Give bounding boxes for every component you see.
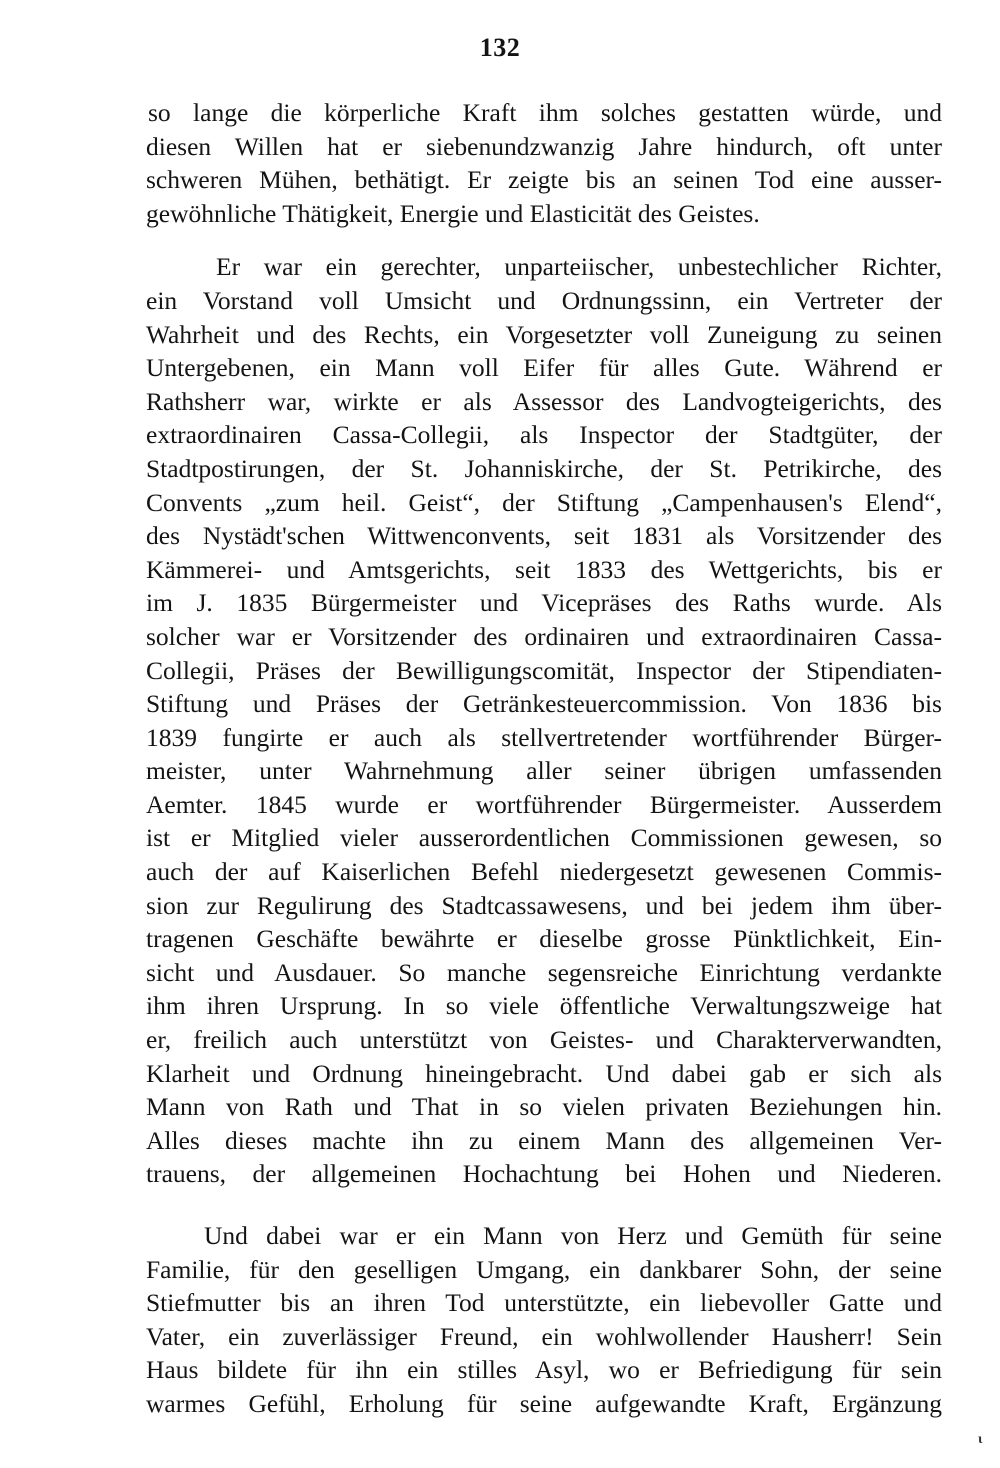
text-line: Er war ein gerechter, unparteiischer, unbestechlicher Richter, xyxy=(216,252,942,282)
text-line: schweren Mühen, bethätigt. Er zeigte bis an seinen Tod eine ausser- xyxy=(146,165,942,195)
text-line: extraordinairen Cassa-Collegii, als Inspector der Stadtgüter, der xyxy=(146,420,942,450)
text-line: ein Vorstand voll Umsicht und Ordnungssinn, ein Vertreter der xyxy=(146,285,942,315)
text-line: sion zur Regulirung des Stadtcassawesens, und bei jedem ihm über- xyxy=(146,890,942,920)
text-line: Und dabei war er ein Mann von Herz und Gemüth für seine xyxy=(204,1221,942,1250)
text-line: Klarheit und Ordnung hineingebracht. Und dabei gab er sich als xyxy=(146,1058,942,1088)
text-line: trauens, der allgemeinen Hochachtung bei Hohen und Niederen. xyxy=(146,1159,942,1189)
text-line: Convents „zum heil. Geist“, der Stiftung „Campenhausen's Elend“, xyxy=(146,487,942,517)
text-line: Aemter. 1845 wurde er wortführender Bürgermeister. Ausserdem xyxy=(146,789,942,819)
text-line: Rathsherr war, wirkte er als Assessor des Landvogteigerichts, des xyxy=(146,386,942,416)
text-line: Vater, ein zuverlässiger Freund, ein wohlwollender Hausherr! Sein xyxy=(146,1321,942,1351)
text-line: Haus bildete für ihn ein stilles Asyl, wo er Befriedigung für sein xyxy=(146,1355,942,1385)
text-line: er, freilich auch unterstützt von Geistes- und Charakterverwandten, xyxy=(146,1025,942,1055)
body-text xyxy=(146,96,942,1421)
text-line: solcher war er Vorsitzender des ordinairen und extraordinairen Cassa- xyxy=(146,621,942,651)
text-line: gewöhnliche Thätigkeit, Energie und Elasticität des Geistes. xyxy=(146,198,760,228)
text-line: 1839 fungirte er auch als stellvertretender wortführender Bürger- xyxy=(146,722,942,752)
text-line: sicht und Ausdauer. So manche segensreiche Einrichtung verdankte xyxy=(146,957,942,987)
text-line: des Nystädt'schen Wittwenconvents, seit 1831 als Vorsitzender des xyxy=(146,521,942,551)
text-line: im J. 1835 Bürgermeister und Vicepräses des Raths wurde. Als xyxy=(146,588,942,618)
text-line: ist er Mitglied vieler ausserordentlichen Commissionen gewesen, so xyxy=(146,823,942,853)
text-line: Wahrheit und des Rechts, ein Vorgesetzter voll Zuneigung zu seinen xyxy=(146,319,942,349)
text-line: Alles dieses machte ihn zu einem Mann des allgemeinen Ver- xyxy=(146,1125,942,1155)
text-line: warmes Gefühl, Erholung für seine aufgewandte Kraft, Ergänzung xyxy=(146,1388,942,1418)
text-line: auch der auf Kaiserlichen Befehl niedergesetzt gewesenen Commis- xyxy=(146,857,942,887)
text-line: Kämmerei- und Amtsgerichts, seit 1833 des Wettgerichts, bis er xyxy=(146,554,942,584)
text-line: so lange die körperliche Kraft ihm solches gestatten würde, und xyxy=(148,98,942,127)
text-line: Familie, für den geselligen Umgang, ein dankbarer Sohn, der seine xyxy=(146,1254,942,1284)
paragraph-2 xyxy=(146,250,942,1191)
text-line: Untergebenen, ein Mann voll Eifer für alles Gute. Während er xyxy=(146,353,942,383)
text-line: Mann von Rath und That in so vielen privaten Beziehungen hin. xyxy=(146,1092,942,1122)
text-line: diesen Willen hat er siebenundzwanzig Jahre hindurch, oft unter xyxy=(146,131,942,161)
text-line: Stiefmutter bis an ihren Tod unterstützte, ein liebevoller Gatte und xyxy=(146,1288,942,1318)
text-line: Collegii, Präses der Bewilligungscomität, Inspector der Stipendiaten- xyxy=(146,655,942,685)
edge-mark: ι xyxy=(978,1432,983,1447)
text-line: meister, unter Wahrnehmung aller seiner übrigen umfassenden xyxy=(146,756,942,786)
paragraph-1 xyxy=(146,96,942,230)
paragraph-3 xyxy=(146,1219,942,1421)
text-line: Stadtpostirungen, der St. Johanniskirche, der St. Petrikirche, des xyxy=(146,453,942,483)
page-number: 132 xyxy=(479,33,521,62)
text-line: ihm ihren Ursprung. In so viele öffentliche Verwaltungszweige hat xyxy=(146,991,942,1021)
text-line: Stiftung und Präses der Getränkesteuercommission. Von 1836 bis xyxy=(146,689,942,719)
text-line: tragenen Geschäfte bewährte er dieselbe grosse Pünktlichkeit, Ein- xyxy=(146,924,942,954)
